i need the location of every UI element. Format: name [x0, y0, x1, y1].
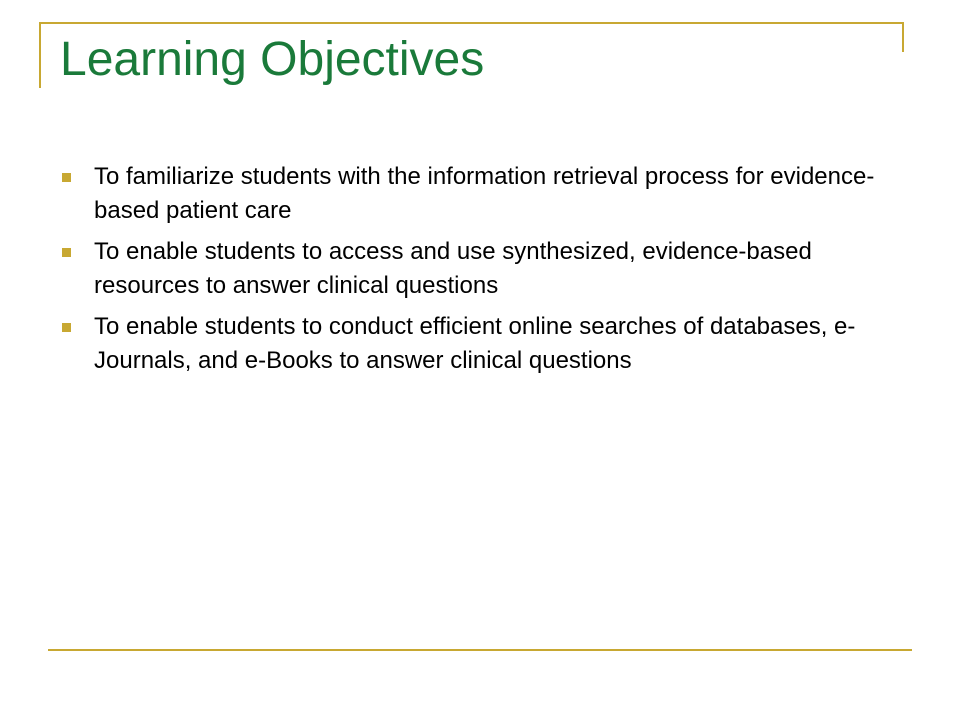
- frame-left-line: [39, 22, 41, 88]
- square-bullet-icon: [62, 248, 71, 257]
- bullet-item: [60, 160, 910, 228]
- frame-top-line: [40, 22, 904, 24]
- frame-right-line: [902, 22, 904, 52]
- bullet-item: [60, 235, 910, 303]
- bullet-text: To familiarize students with the information retrieval process for evidence-based patient care: [94, 163, 875, 224]
- slide-title: Learning Objectives: [60, 33, 485, 86]
- frame-bottom-line: [48, 649, 912, 651]
- square-bullet-icon: [62, 323, 71, 332]
- bullet-text: To enable students to access and use synthesized, evidence-based resources to answer clinical questions: [94, 238, 812, 299]
- square-bullet-icon: [62, 173, 71, 182]
- bullet-text: To enable students to conduct efficient online searches of databases, e-Journals, and e-Books to answer clinical questions: [94, 313, 856, 374]
- bullet-list: [60, 160, 910, 385]
- bullet-item: [60, 310, 910, 378]
